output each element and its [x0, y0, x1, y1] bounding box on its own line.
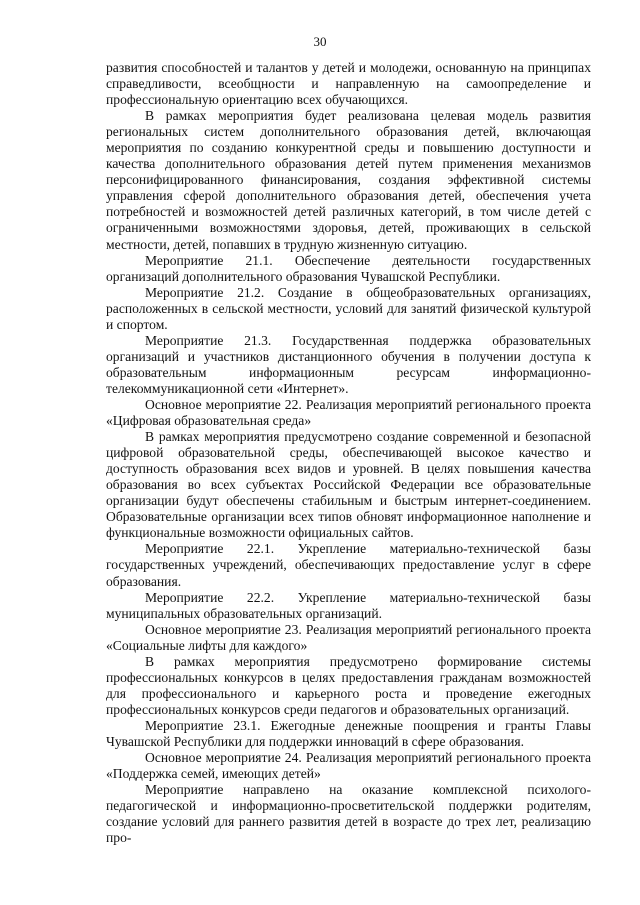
paragraph-2: В рамках мероприятия будет реализована целевая модель развития региональных систем дополнительного образования детей, включающая мероприятия по созданию конкурентной среды и повышению доступности и качества дополнительного образования детей путем применения механизмов персонифицированного финансирования, создания эффективной системы управления сферой дополнительного образования детей, обеспечения учета потребностей и возможностей детей различных категорий, в том числе детей с ограниченными возможностями здоровья, детей, проживающих в сельской местности, детей, попавших в трудную жизненную ситуацию.	[106, 108, 591, 252]
paragraph-4: Мероприятие 21.2. Создание в общеобразовательных организациях, расположенных в сельской местности, условий для занятий физической культурой и спортом.	[106, 284, 591, 332]
paragraph-14: Мероприятие направлено на оказание комплексной психолого-педагогической и информационно-просветительской поддержки родителям, создание условий для раннего развития детей в возрасте до трех лет, реализацию про-	[106, 782, 591, 846]
paragraph-12: Мероприятие 23.1. Ежегодные денежные поощрения и гранты Главы Чувашской Республики для поддержки инноваций в сфере образования.	[106, 717, 591, 749]
document-body	[106, 60, 591, 846]
paragraph-3: Мероприятие 21.1. Обеспечение деятельности государственных организаций дополнительного образования Чувашской Республики.	[106, 252, 591, 284]
paragraph-10: Основное мероприятие 23. Реализация мероприятий регионального проекта «Социальные лифты для каждого»	[106, 621, 591, 653]
paragraph-1: развития способностей и талантов у детей и молодежи, основанную на принципах справедливости, всеобщности и направленную на самоопределение и профессиональную ориентацию всех обучающихся.	[106, 60, 591, 108]
paragraph-7: В рамках мероприятия предусмотрено создание современной и безопасной цифровой образовательной среды, обеспечивающей высокое качество и доступность образования всех видов и уровней. В целях повышения качества образования во всех субъектах Российской Федерации все образовательные организации будут обеспечены стабильным и быстрым интернет-соединением. Образовательные организации всех типов обновят информационное наполнение и функциональные возможности официальных сайтов.	[106, 429, 591, 541]
paragraph-6: Основное мероприятие 22. Реализация мероприятий регионального проекта «Цифровая образовательная среда»	[106, 396, 591, 429]
paragraph-8: Мероприятие 22.1. Укрепление материально-технической базы государственных учреждений, обеспечивающих предоставление услуг в сфере образования.	[106, 541, 591, 589]
paragraph-11: В рамках мероприятия предусмотрено формирование системы профессиональных конкурсов в целях предоставления гражданам возможностей для профессионального и карьерного роста и проведение ежегодных профессиональных конкурсов среди педагогов и образовательных организаций.	[106, 653, 591, 717]
paragraph-13: Основное мероприятие 24. Реализация мероприятий регионального проекта «Поддержка семей, имеющих детей»	[106, 750, 591, 782]
paragraph-9: Мероприятие 22.2. Укрепление материально-технической базы муниципальных образовательных организаций.	[106, 589, 591, 621]
page-number: 30	[313, 34, 327, 49]
paragraph-5: Мероприятие 21.3. Государственная поддержка образовательных организаций и участников дистанционного обучения в получении доступа к образовательным информационным ресурсам информационно-телекоммуникационной сети «Интернет».	[106, 332, 591, 396]
